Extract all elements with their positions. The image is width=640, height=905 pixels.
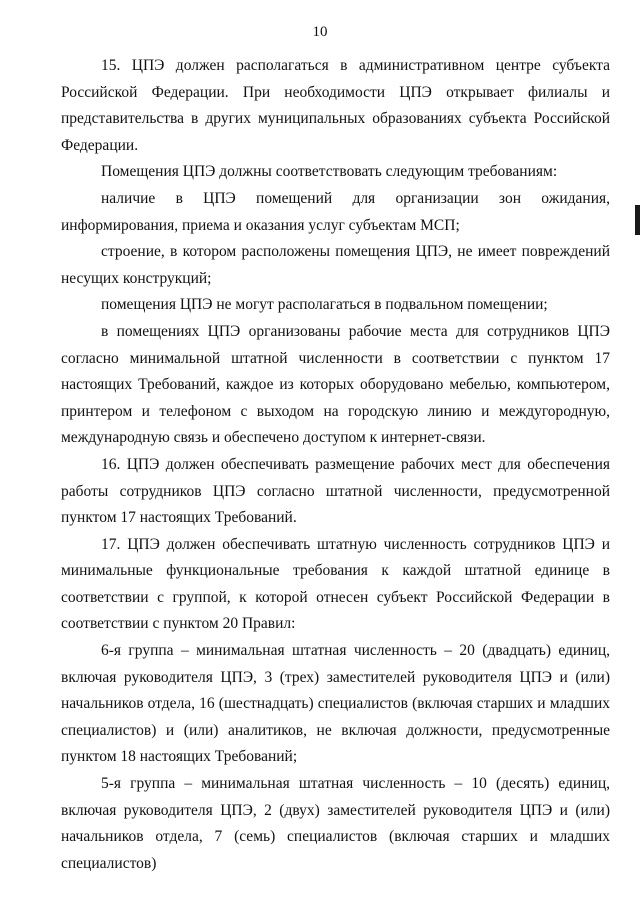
paragraph-premises-building: строение, в котором расположены помещения ЦПЭ, не имеет повреждений несущих конструкций; [61,243,610,287]
paragraph-16: 16. ЦПЭ должен обеспечивать размещение рабочих мест для обеспечения работы сотрудников ЦПЭ согласно штатной численности, предусмотренной пунктом 17 настоящих Требований. [61,455,610,527]
paragraph-15: 15. ЦПЭ должен располагаться в административном центре субъекта Российской Федерации. При необходимости ЦПЭ открывает филиалы и представительства в других муниципальных образованиях субъекта Российской Федерации. [61,57,610,154]
paragraph-premises-intro: Помещения ЦПЭ должны соответствовать следующим требованиям: [101,163,558,181]
paragraph-workplaces: в помещениях ЦПЭ организованы рабочие места для сотрудников ЦПЭ согласно минимальной штатной численности в соответствии с пунктом 17 настоящих Требований, каждое из которых оборудовано мебелью, компьютером, принтером и телефоном с выходом на городскую линию и междугородную, международную связь и обеспечено доступом к интернет-связи. [61,322,610,447]
paragraph-group-6: 6-я группа – минимальная штатная численность – 20 (двадцать) единиц, включая руководителя ЦПЭ, 3 (трех) заместителей руководителя ЦПЭ и (или) начальников отдела, 16 (шестнадцать) специалистов (включая старших и младших специалистов) и (или) аналитиков, не включая должности, предусмотренные пунктом 18 настоящих Требований; [61,642,610,766]
paragraph-group-5: 5-я группа – минимальная штатная численность – 10 (десять) единиц, включая руководителя ЦПЭ, 2 (двух) заместителей руководителя ЦПЭ и (или) начальников отдела, 7 (семь) специалистов (включая старших и младших специалистов) [61,775,610,872]
paragraph-17: 17. ЦПЭ должен обеспечивать штатную численность сотрудников ЦПЭ и минимальные функциональные требования к каждой штатной единице в соответствии с группой, к которой отнесен субъект Российской Федерации в соответствии с пунктом 20 Правил: [61,535,610,633]
paragraph-premises-basement: помещения ЦПЭ не могут располагаться в подвальном помещении; [101,296,548,314]
scan-edge-mark [635,205,640,235]
page-number: 10 [312,24,328,40]
document-body [61,53,610,877]
paragraph-premises-zones: наличие в ЦПЭ помещений для организации зон ожидания, информирования, приема и оказания услуг субъектам МСП; [61,189,610,234]
